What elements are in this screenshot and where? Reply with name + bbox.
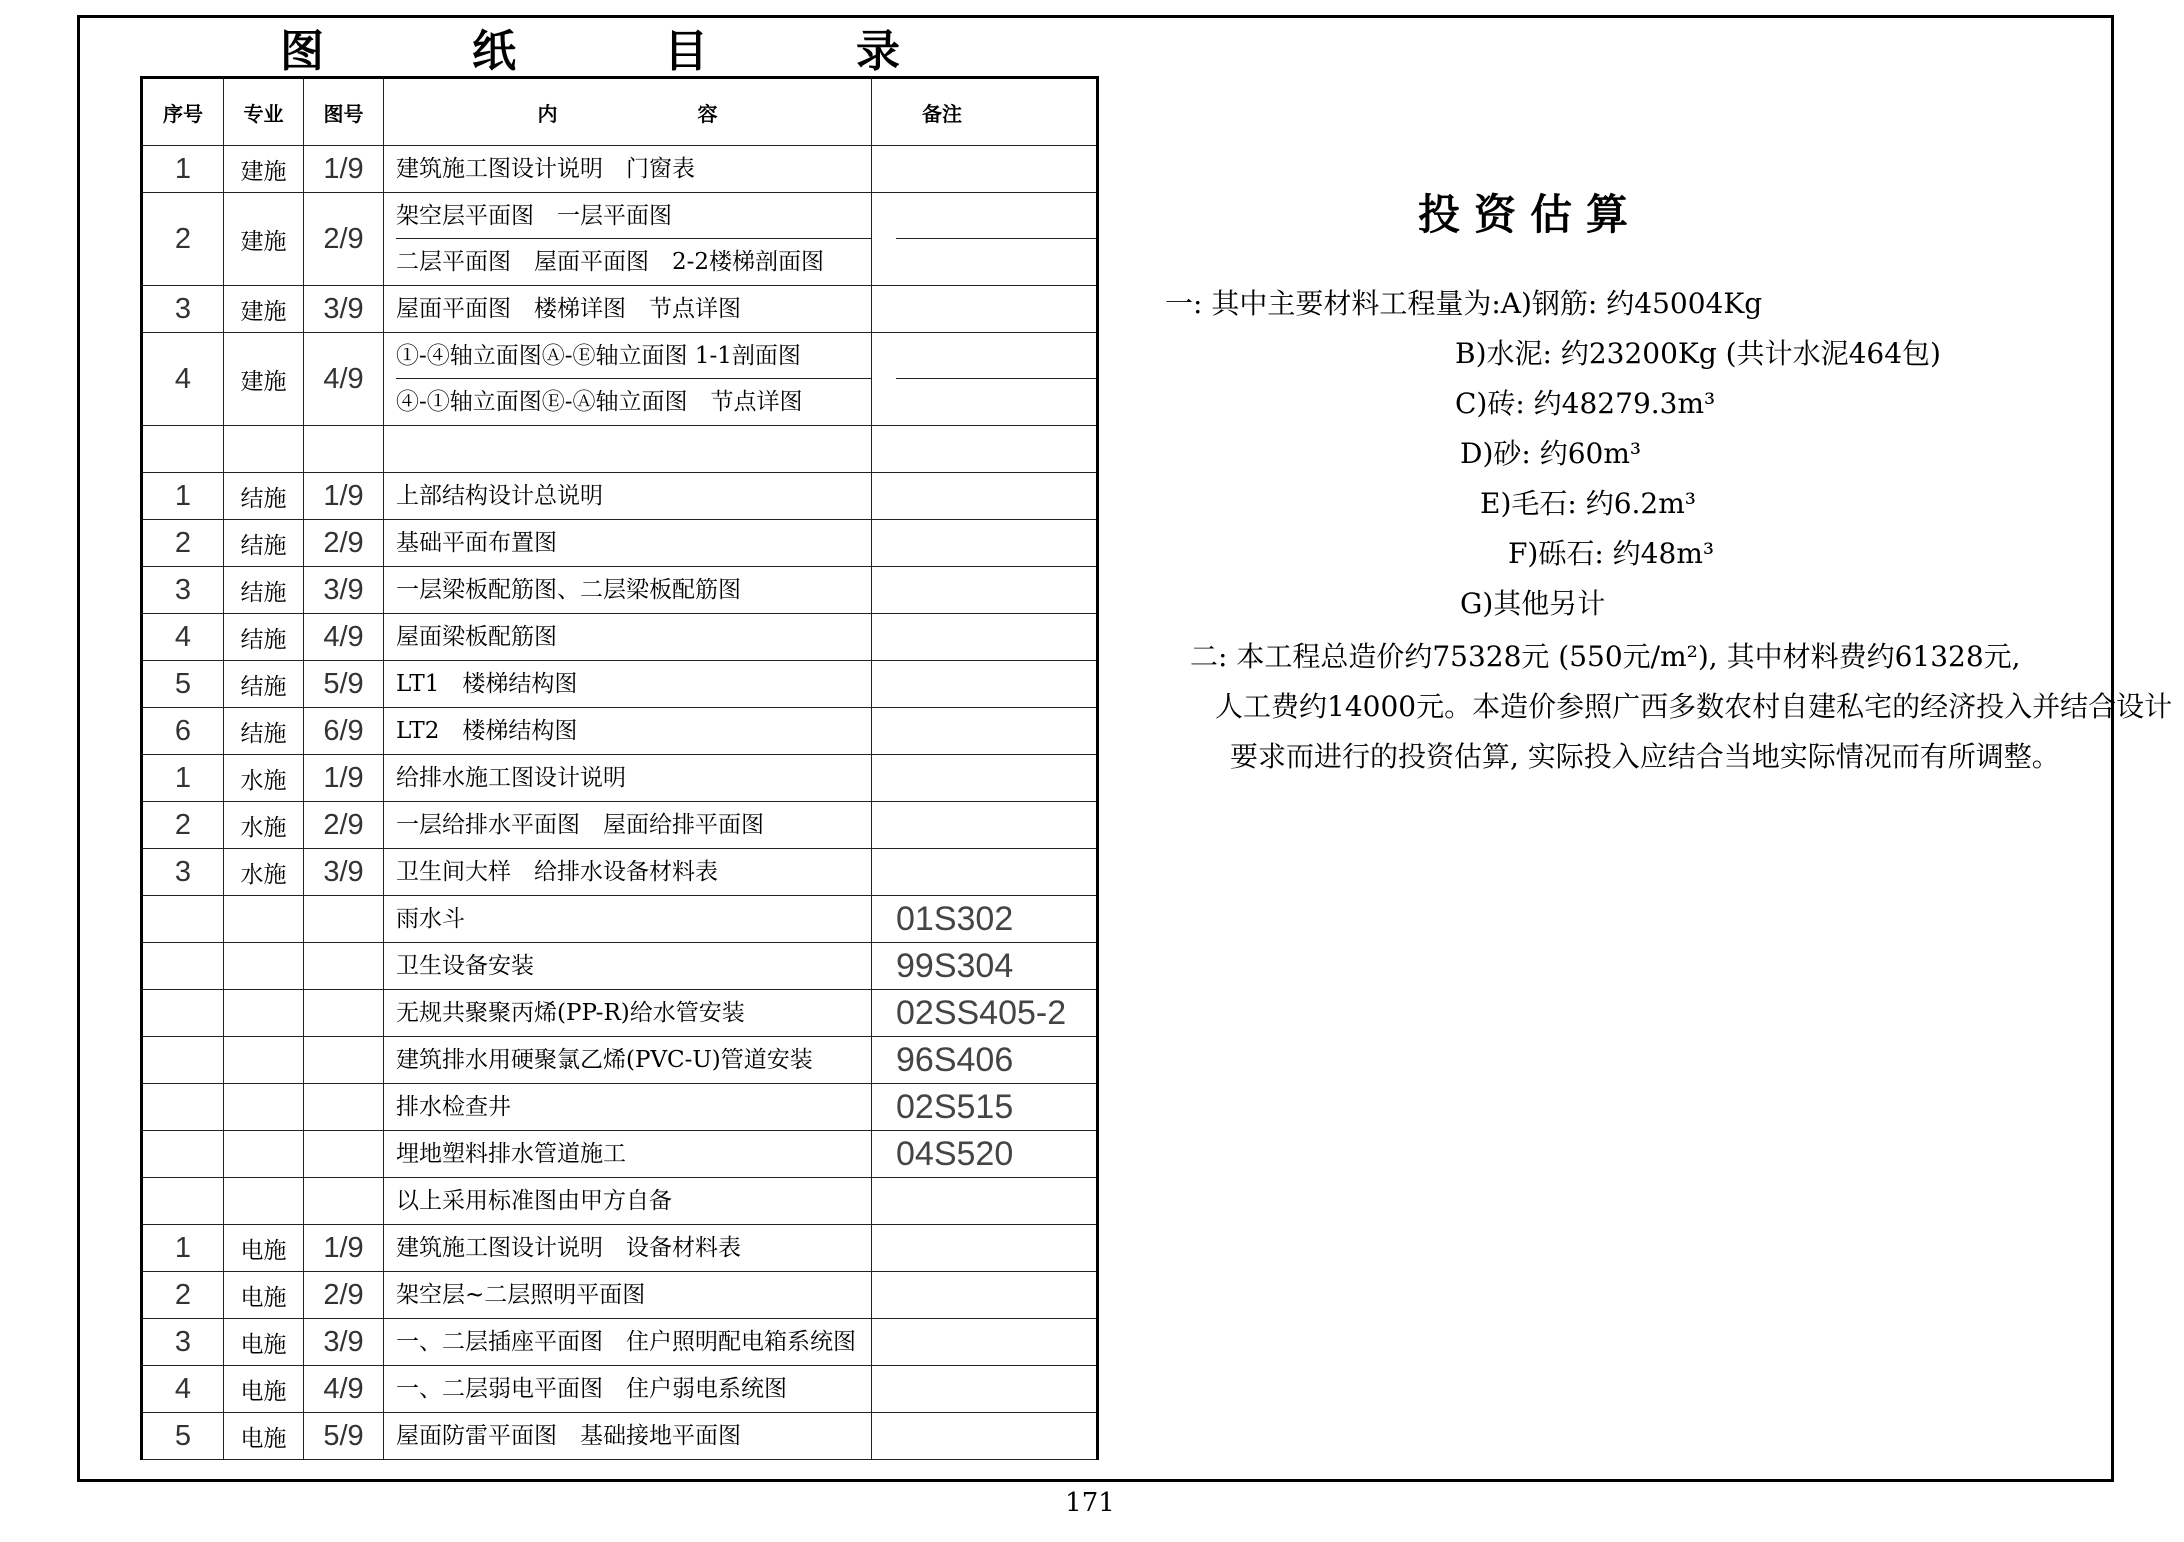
cell-remark [872, 146, 1098, 193]
table-row [142, 426, 1098, 473]
cell-content [384, 1319, 872, 1366]
cell-remark [872, 333, 1098, 426]
cell-specialty: 结施 [224, 567, 304, 614]
cell-remark [872, 1178, 1098, 1225]
cell-content [384, 1084, 872, 1131]
remark-line [896, 520, 1096, 566]
cell-content [384, 1366, 872, 1413]
cell-drawing-no [304, 1131, 384, 1178]
remark-line: 04S520 [896, 1135, 1014, 1173]
cell-drawing-no: 2/9 [304, 520, 384, 567]
table-row [142, 755, 1098, 802]
remark-line [896, 614, 1096, 660]
cell-remark [872, 520, 1098, 567]
content-line: LT1 楼梯结构图 [396, 671, 578, 697]
cell-drawing-no: 1/9 [304, 473, 384, 520]
cell-content [384, 614, 872, 661]
estimate-s2-line2: 人工费约14000元。本造价参照广西多数农村自建私宅的经济投入并结合设计 [1215, 690, 2173, 723]
cell-drawing-no: 3/9 [304, 286, 384, 333]
remark-line [896, 755, 1096, 801]
content-line: 卫生设备安装 [396, 953, 534, 979]
cell-specialty [224, 990, 304, 1037]
cell-drawing-no [304, 1084, 384, 1131]
content-line: 建筑施工图设计说明 门窗表 [396, 156, 695, 182]
cell-remark [872, 1225, 1098, 1272]
cell-remark [872, 661, 1098, 708]
content-line: 卫生间大样 给排水设备材料表 [396, 859, 718, 885]
estimate-s2-line3: 要求而进行的投资估算, 实际投入应结合当地实际情况而有所调整。 [1230, 740, 2060, 773]
cell-no [142, 1084, 224, 1131]
cell-remark [872, 896, 1098, 943]
cell-no: 1 [142, 473, 224, 520]
cell-specialty: 结施 [224, 520, 304, 567]
cell-content [384, 849, 872, 896]
cell-no: 1 [142, 755, 224, 802]
content-line: ④-①轴立面图Ⓔ-Ⓐ轴立面图 节点详图 [396, 389, 803, 415]
content-line: 架空层平面图 一层平面图 [396, 193, 871, 239]
cell-specialty: 结施 [224, 473, 304, 520]
cell-specialty: 建施 [224, 333, 304, 426]
cell-remark [872, 1084, 1098, 1131]
content-line: 建筑排水用硬聚氯乙烯(PVC-U)管道安装 [396, 1047, 813, 1073]
remark-line [896, 1178, 1096, 1224]
content-line: 屋面防雷平面图 基础接地平面图 [396, 1423, 741, 1449]
cell-drawing-no: 3/9 [304, 1319, 384, 1366]
cell-no [142, 426, 224, 473]
header-content [384, 78, 872, 146]
cell-remark [872, 1413, 1098, 1460]
cell-drawing-no: 5/9 [304, 661, 384, 708]
cell-content [384, 1272, 872, 1319]
cell-specialty: 水施 [224, 802, 304, 849]
table-row [142, 896, 1098, 943]
content-line: 一层梁板配筋图、二层梁板配筋图 [396, 577, 741, 603]
cell-no: 2 [142, 1272, 224, 1319]
content-line: LT2 楼梯结构图 [396, 718, 578, 744]
remark-line [896, 661, 1096, 707]
cell-no [142, 1037, 224, 1084]
cell-content [384, 708, 872, 755]
cell-content [384, 1037, 872, 1084]
remark-line [896, 1272, 1096, 1318]
remark-line [896, 146, 1096, 192]
catalog-title-char: 图 [280, 26, 324, 77]
table-row [142, 1084, 1098, 1131]
cell-specialty [224, 896, 304, 943]
cell-remark [872, 1037, 1098, 1084]
remark-line [896, 1319, 1096, 1365]
estimate-rubble: E)毛石: 约6.2m³ [1480, 487, 1697, 520]
cell-drawing-no: 4/9 [304, 614, 384, 661]
remark-line [896, 567, 1096, 613]
catalog-title-char: 纸 [472, 26, 516, 77]
cell-specialty: 建施 [224, 193, 304, 286]
cell-no: 4 [142, 333, 224, 426]
table-row [142, 520, 1098, 567]
cell-no [142, 896, 224, 943]
cell-drawing-no: 1/9 [304, 755, 384, 802]
cell-specialty: 建施 [224, 286, 304, 333]
table-row [142, 802, 1098, 849]
cell-drawing-no [304, 896, 384, 943]
cell-no: 5 [142, 1413, 224, 1460]
table-header-row [142, 78, 1098, 146]
cell-specialty: 电施 [224, 1319, 304, 1366]
page-number: 171 [1065, 1488, 1115, 1518]
catalog-title-char: 目 [664, 26, 708, 77]
cell-specialty: 电施 [224, 1225, 304, 1272]
cell-no: 2 [142, 193, 224, 286]
cell-drawing-no: 5/9 [304, 1413, 384, 1460]
content-line: 排水检查井 [396, 1094, 511, 1120]
estimate-brick: C)砖: 约48279.3m³ [1455, 387, 1716, 420]
remark-line [896, 193, 1096, 239]
cell-drawing-no: 2/9 [304, 193, 384, 286]
cell-content [384, 286, 872, 333]
remark-line [896, 1366, 1096, 1412]
cell-remark [872, 802, 1098, 849]
cell-drawing-no: 1/9 [304, 146, 384, 193]
table-row [142, 1037, 1098, 1084]
header-specialty: 专业 [224, 78, 304, 146]
catalog-title [280, 18, 900, 76]
cell-remark [872, 286, 1098, 333]
cell-no: 4 [142, 614, 224, 661]
catalog-title-char: 录 [856, 26, 900, 77]
estimate-other: G)其他另计 [1460, 587, 1606, 620]
table-row [142, 849, 1098, 896]
estimate-title: 投资估算 [1417, 190, 1642, 239]
cell-remark [872, 1319, 1098, 1366]
table-row [142, 1225, 1098, 1272]
cell-no: 1 [142, 146, 224, 193]
cell-drawing-no: 4/9 [304, 333, 384, 426]
table-row [142, 193, 1098, 286]
cell-specialty: 电施 [224, 1272, 304, 1319]
cell-specialty [224, 943, 304, 990]
content-line: 埋地塑料排水管道施工 [396, 1141, 626, 1167]
cell-drawing-no [304, 990, 384, 1037]
cell-drawing-no: 6/9 [304, 708, 384, 755]
cell-specialty [224, 1131, 304, 1178]
cell-no: 4 [142, 1366, 224, 1413]
table-row [142, 1178, 1098, 1225]
content-line: 架空层~二层照明平面图 [396, 1282, 646, 1308]
cell-no: 2 [142, 520, 224, 567]
cell-content [384, 1131, 872, 1178]
content-line: 屋面梁板配筋图 [396, 624, 557, 650]
cell-remark [872, 849, 1098, 896]
remark-line [896, 1225, 1096, 1271]
remark-line [896, 239, 1096, 285]
cell-remark [872, 193, 1098, 286]
cell-no: 1 [142, 1225, 224, 1272]
content-line: 无规共聚聚丙烯(PP-R)给水管安装 [396, 1000, 745, 1026]
estimate-sand: D)砂: 约60m³ [1460, 437, 1642, 470]
remark-line [896, 849, 1096, 895]
remark-line [896, 802, 1096, 848]
cell-specialty [224, 1037, 304, 1084]
cell-no [142, 1178, 224, 1225]
cell-no: 3 [142, 286, 224, 333]
content-line: 上部结构设计总说明 [396, 483, 603, 509]
remark-line: 96S406 [896, 1041, 1014, 1079]
table-row [142, 333, 1098, 426]
remark-line [896, 286, 1096, 332]
cell-remark [872, 614, 1098, 661]
remark-line [896, 426, 1096, 472]
cell-drawing-no: 1/9 [304, 1225, 384, 1272]
cell-drawing-no: 2/9 [304, 1272, 384, 1319]
remark-line: 99S304 [896, 947, 1014, 985]
cell-specialty [224, 426, 304, 473]
cell-no [142, 943, 224, 990]
cell-specialty: 水施 [224, 755, 304, 802]
table-row [142, 1413, 1098, 1460]
cell-drawing-no: 4/9 [304, 1366, 384, 1413]
cell-drawing-no: 3/9 [304, 567, 384, 614]
cell-no: 6 [142, 708, 224, 755]
estimate-s1-line-a [1165, 282, 1762, 322]
cell-drawing-no [304, 1178, 384, 1225]
cell-content [384, 755, 872, 802]
table-row [142, 614, 1098, 661]
table-row [142, 661, 1098, 708]
remark-line [896, 379, 1096, 425]
catalog-body [142, 146, 1098, 1460]
cell-content [384, 1178, 872, 1225]
cell-content [384, 990, 872, 1037]
cell-no: 2 [142, 802, 224, 849]
cell-no [142, 1131, 224, 1178]
table-row [142, 1319, 1098, 1366]
cell-no [142, 990, 224, 1037]
cell-remark [872, 1131, 1098, 1178]
cell-remark [872, 755, 1098, 802]
table-row [142, 708, 1098, 755]
content-line: 屋面平面图 楼梯详图 节点详图 [396, 296, 741, 322]
cell-content [384, 333, 872, 426]
estimate-gravel: F)砾石: 约48m³ [1508, 537, 1715, 570]
table-row [142, 473, 1098, 520]
header-content-a: 内 [537, 101, 558, 126]
remark-line: 02SS405-2 [896, 994, 1067, 1032]
estimate-cement: B)水泥: 约23200Kg (共计水泥464包) [1455, 337, 1941, 370]
remark-line [896, 473, 1096, 519]
cell-specialty [224, 1084, 304, 1131]
cell-specialty: 结施 [224, 661, 304, 708]
cell-content [384, 193, 872, 286]
content-line: 一、二层弱电平面图 住户弱电系统图 [396, 1376, 787, 1402]
header-no: 序号 [142, 78, 224, 146]
cell-no: 3 [142, 1319, 224, 1366]
cell-no: 3 [142, 567, 224, 614]
cell-specialty [224, 1178, 304, 1225]
content-line [396, 426, 871, 472]
cell-no: 5 [142, 661, 224, 708]
table-row [142, 990, 1098, 1037]
content-line: 雨水斗 [396, 906, 465, 932]
remark-line [896, 1413, 1096, 1459]
cell-no: 3 [142, 849, 224, 896]
content-line: 基础平面布置图 [396, 530, 557, 556]
table-row [142, 1272, 1098, 1319]
table-row [142, 943, 1098, 990]
cell-content [384, 943, 872, 990]
content-line: 以上采用标准图由甲方自备 [396, 1188, 672, 1214]
cell-specialty: 水施 [224, 849, 304, 896]
table-row [142, 286, 1098, 333]
cell-drawing-no [304, 943, 384, 990]
cell-drawing-no [304, 1037, 384, 1084]
table-row [142, 146, 1098, 193]
cell-content [384, 473, 872, 520]
cell-content [384, 661, 872, 708]
cell-content [384, 896, 872, 943]
cell-specialty: 电施 [224, 1413, 304, 1460]
cell-remark [872, 426, 1098, 473]
content-line: ①-④轴立面图Ⓐ-Ⓔ轴立面图 1-1剖面图 [396, 333, 871, 379]
cell-specialty: 电施 [224, 1366, 304, 1413]
content-line: 一、二层插座平面图 住户照明配电箱系统图 [396, 1329, 856, 1355]
cell-drawing-no [304, 426, 384, 473]
header-content-b: 容 [697, 101, 718, 126]
cell-content [384, 1225, 872, 1272]
remark-line: 02S515 [896, 1088, 1014, 1126]
remark-line [896, 708, 1096, 754]
cell-specialty: 结施 [224, 614, 304, 661]
cell-content [384, 146, 872, 193]
estimate-steel: A)钢筋: 约45004Kg [1500, 287, 1763, 320]
cell-specialty: 结施 [224, 708, 304, 755]
content-line: 给排水施工图设计说明 [396, 765, 626, 791]
remark-line: 01S302 [896, 900, 1014, 938]
cell-remark [872, 943, 1098, 990]
cell-content [384, 802, 872, 849]
drawing-catalog-table [140, 76, 1099, 1460]
header-drawing-no: 图号 [304, 78, 384, 146]
cell-remark [872, 1366, 1098, 1413]
cell-content [384, 520, 872, 567]
cell-drawing-no: 2/9 [304, 802, 384, 849]
content-line: 建筑施工图设计说明 设备材料表 [396, 1235, 741, 1261]
table-row [142, 1131, 1098, 1178]
cell-content [384, 567, 872, 614]
header-remark: 备注 [872, 78, 1098, 146]
remark-line [896, 333, 1096, 379]
estimate-s2-line1: 二: 本工程总造价约75328元 (550元/m²), 其中材料费约61328元, [1190, 640, 2021, 673]
cell-drawing-no: 3/9 [304, 849, 384, 896]
cell-remark [872, 708, 1098, 755]
cell-content [384, 426, 872, 473]
cell-specialty: 建施 [224, 146, 304, 193]
cell-remark [872, 473, 1098, 520]
table-row [142, 1366, 1098, 1413]
content-line: 二层平面图 屋面平面图 2-2楼梯剖面图 [396, 249, 825, 275]
table-row [142, 567, 1098, 614]
cell-remark [872, 567, 1098, 614]
content-line: 一层给排水平面图 屋面给排平面图 [396, 812, 764, 838]
estimate-s1-prefix: 一: 其中主要材料工程量为: [1165, 287, 1501, 320]
cell-remark [872, 1272, 1098, 1319]
cell-content [384, 1413, 872, 1460]
cell-remark [872, 990, 1098, 1037]
